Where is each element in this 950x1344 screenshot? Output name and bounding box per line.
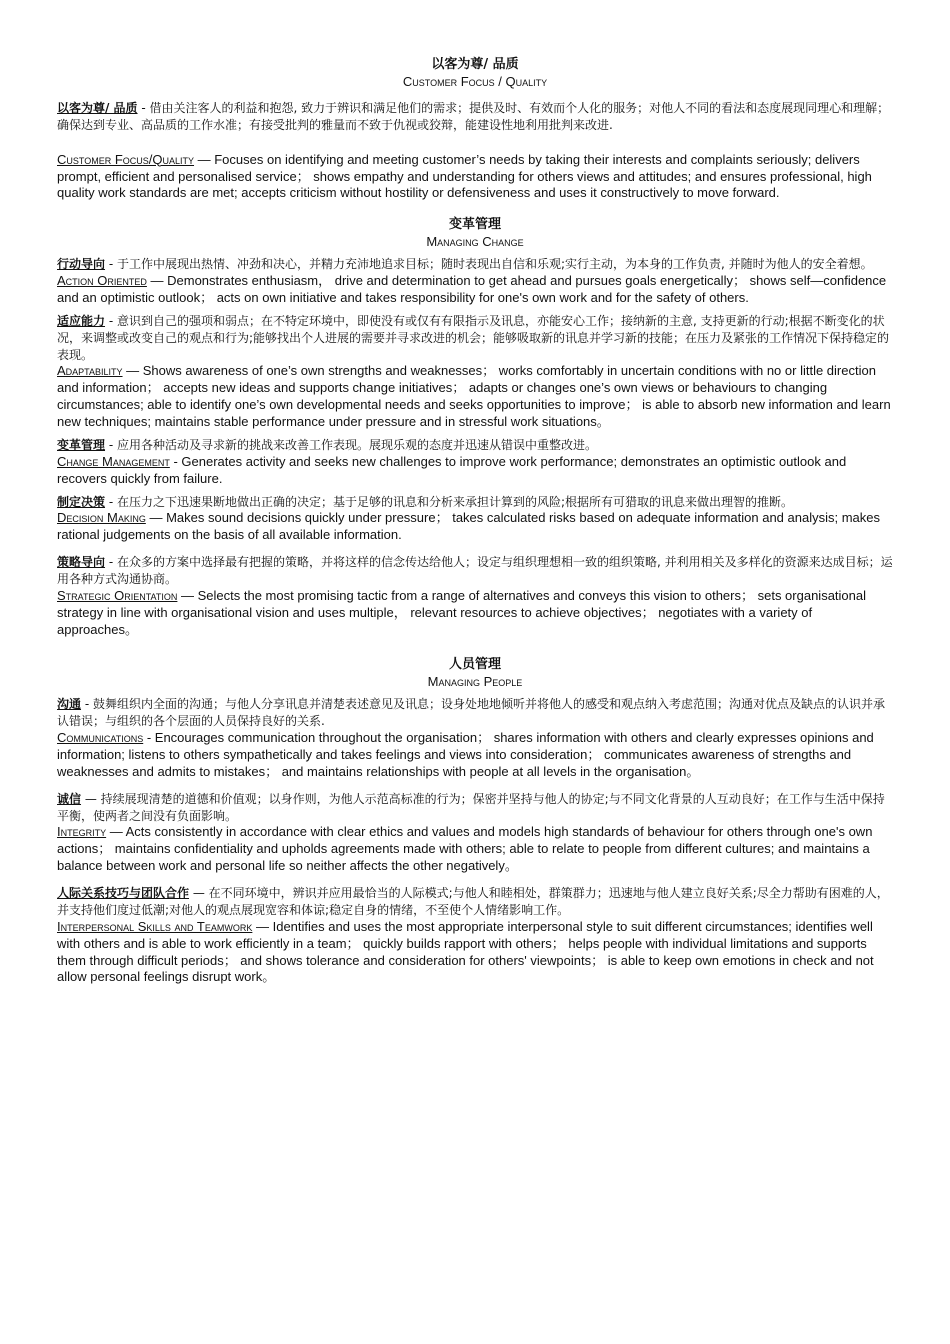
competency-term-en: Change Management [57,453,170,469]
competency-text-cn: — 在不同环境中，辨识并应用最恰当的人际模式;与他人和睦相处，群策群力；迅速地与他人建立良好关系;尽全力帮助有困难的人，并支持他们度过低潮;对他人的观点展现宽容和体谅;稳定自身的情绪，不至使个人情绪影响工作。 [57,886,889,917]
section-title-en: Managing Change [426,234,524,250]
competency-text-en: — Focuses on identifying and meeting customer’s needs by taking their interests and complaints seriously; delivers prompt, efficient and personalised service； shows empathy and understanding for others views and attitudes; and ensures professional, high quality work standards are met; accepts criticism without hostility or defensiveness and uses it constructively to move forward. [57,151,872,201]
competency-term-cn: 诚信 [57,791,82,806]
competency-text-en: — Identifies and uses the most appropriate interpersonal style to suit different circumstances; identifies well with others and is able to work efficiently in a team； quickly builds rapport with others； helps people with individual limitations and supports them through difficult periods； and shows tolerance and consideration for others' viewpoints； is able to keep own emotions in check and not allow personal feelings disrupt work。 [57,918,874,985]
competency-en [57,454,893,488]
competency-cn [57,494,893,511]
competency-term-cn: 策略导向 [57,555,106,570]
competency-cn [57,256,893,273]
competency-term-en: Customer Focus/Quality [57,151,195,167]
competency-en [57,588,893,639]
competency-term-en: Strategic Orientation [57,587,178,603]
competency-text-en: — Acts consistently in accordance with clear ethics and values and models high standards of behaviour for others through one's own actions； maintains confidentiality and upholds agreements made with others; able to relate to people from different cultures; and maintains a balance between work and personal life so neither affects the other negatively。 [57,824,873,874]
competency-term-en: Decision Making [57,510,146,526]
competency-text-en: — Demonstrates enthusiasm， drive and determination to get ahead and pursues goals energetically； shows self—confidence and an optimistic outlook； acts on own initiative and takes responsibility for one's own work and for the safety of others. [57,273,887,306]
competency-cn [57,100,893,134]
competency-term-en: Communications [57,730,144,746]
competency-cn [57,554,893,588]
section-title-cn: 以客为尊/ 品质 [431,57,519,72]
section-heading [57,216,893,250]
competency-en [57,824,893,875]
competency-text-en: — Selects the most promising tactic from a range of alternatives and conveys this vision to others； sets organisational strategy in line with organisational vision and uses multiple， relevant resources to achieve objectives； negotiates with a variety of approaches。 [57,587,867,637]
competency-text-cn: - 在众多的方案中选择最有把握的策略，并将这样的信念传达给他人；设定与组织理想相一致的组织策略, 并利用相关及多样化的资源来达成目标；运用各种方式沟通协商。 [57,555,893,586]
competency-text-cn: - 鼓舞组织内全面的沟通；与他人分享讯息并清楚表述意见及讯息；设身处地地倾听并将他人的感受和观点纳入考虑范围；沟通对优点及缺点的认识并承认错误；与组织的各个层面的人员保持良好的关系. [57,697,885,729]
competency-cn [57,791,893,825]
competency-text-en: — Shows awareness of one’s own strengths and weaknesses； works comfortably in uncertain conditions with no or little direction and information； accepts new ideas and supports change initiatives； adapts or changes one’s own views or behaviours to changing circumstances; able to identify one’s own developmental needs and seeks opportunities to improve； is able to absorb new information and learn new techniques; maintains stable performance under pressure and in stressful work situations。 [57,363,891,430]
section-heading [57,56,893,90]
document-page [57,56,893,986]
competency-term-cn: 行动导向 [57,257,106,272]
competency-text-cn: - 在压力之下迅速果断地做出正确的决定；基于足够的讯息和分析来承担计算到的风险;根据所有可猎取的讯息来做出理智的推断。 [105,494,794,509]
competency-term-cn: 变革管理 [57,437,106,452]
competency-en [57,152,893,203]
section-title-en: Managing People [427,674,523,690]
competency-term-cn: 沟通 [57,697,82,712]
section-title-cn: 变革管理 [448,217,501,233]
section-heading [57,656,893,690]
competency-text-en: — Makes sound decisions quickly under pressure； takes calculated risks based on adequate information and analysis; makes rational judgements on the basis of all available information. [57,510,881,543]
competency-term-en: Interpersonal Skills and Teamwork [57,918,253,934]
competency-text-cn: — 持续展现清楚的道德和价值观；以身作则，为他人示范高标准的行为；保密并坚持与他人的协定;与不同文化背景的人互动良好；在工作与生活中保持平衡，使两者之间没有负面影响。 [57,791,885,823]
section-title-cn: 人员管理 [448,657,501,673]
competency-cn [57,885,893,919]
competency-text-en: - Encourages communication throughout the organisation； shares information with others and clearly expresses opinions and information; listens to others sympathetically and takes feelings and views into consideration； communicates awareness of strengths and weaknesses and admits to mistakes； and maintains relationships with people at all levels in the organisation。 [57,730,874,779]
competency-term-cn: 制定决策 [57,494,106,509]
competency-en [57,363,893,431]
competency-en [57,919,893,987]
competency-text-cn: - 借由关注客人的利益和抱怨, 致力于辨识和满足他们的需求；提供及时、有效而个人化的服务；对他人不同的看法和态度展现同理心和理解；确保达到专业、高品质的工作水准；有接受批判的雅量而不致于仇视或狡辩，能建设性地利用批判来改进. [57,101,890,132]
competency-cn [57,437,893,454]
competency-term-cn: 以客为尊/ 品质 [57,101,138,115]
competency-term-en: Adaptability [57,363,123,379]
competency-text-cn: - 意识到自己的强项和弱点；在不特定环境中，即使没有或仅有有限指示及讯息，亦能安心工作；接纳新的主意, 支持更新的行动;根据不断变化的状况，来调整或改变自己的观点和行为;能够找出个人进展的需要并寻求改进的机会；能够吸取新的讯息并学习新的技能；在压力及紧张的工作情况下保持稳定的表现。 [57,313,890,362]
competency-text-en: - Generates activity and seeks new challenges to improve work performance; demonstrates an optimistic outlook and recovers quickly from failure. [57,453,847,486]
competency-en [57,510,893,544]
competency-term-cn: 人际关系技巧与团队合作 [57,886,190,901]
competency-cn [57,696,893,730]
competency-term-en: Action Oriented [57,273,147,289]
competency-term-en: Integrity [57,824,107,840]
competency-text-cn: - 应用各种活动及寻求新的挑战来改善工作表现。展现乐观的态度并迅速从错误中重整改进。 [105,437,597,452]
section-title-en: Customer Focus / Quality [402,74,548,89]
competency-text-cn: - 于工作中展现出热情、冲劲和决心，并精力充沛地追求目标；随时表现出自信和乐观;实行主动，为本身的工作负责, 并随时为他人的安全着想。 [105,257,873,272]
competency-en [57,730,893,781]
competency-cn [57,313,893,363]
competency-en [57,273,893,307]
competency-term-cn: 适应能力 [57,313,106,328]
